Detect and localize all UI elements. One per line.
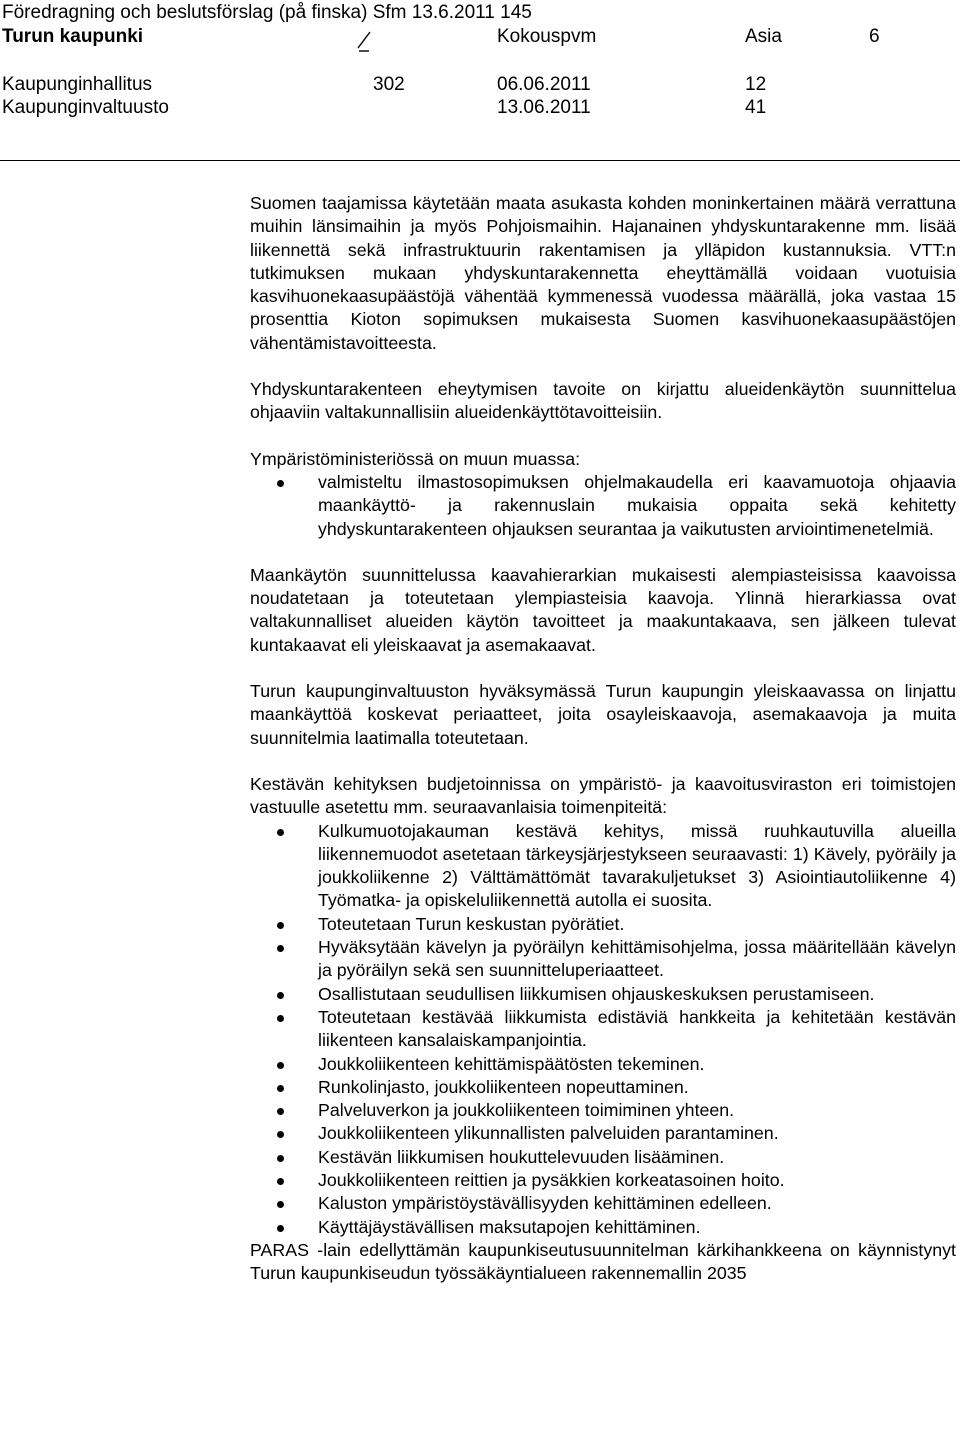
bullet-icon	[277, 945, 284, 952]
bullet-icon	[277, 1015, 284, 1022]
list-item: Kulkumuotojakauman kestävä kehitys, missä ruuhkautuvilla alueilla liikennemuodot asetetaan tärkeysjärjestykseen seuraavasti: 1) Kävely, pyöräily ja joukkoliikenne 2) Välttämättömät tavarakuljetukset 3) Asiointiautoliikenne 4) Työmatka- ja opiskeluliikennettä autolla ei suosita.	[250, 820, 956, 913]
list-item: Joukkoliikenteen reittien ja pysäkkien korkeatasoinen hoito.	[250, 1169, 956, 1192]
list-item: Toteutetaan Turun keskustan pyörätiet.	[250, 913, 956, 936]
meeting-body-name: Kaupunginvaltuusto	[2, 97, 169, 118]
bullet-icon	[277, 1131, 284, 1138]
header-divider	[0, 160, 960, 161]
meeting-date: 06.06.2011	[497, 74, 591, 95]
list-item: Joukkoliikenteen ylikunnallisten palveluiden parantaminen.	[250, 1122, 956, 1145]
meeting-date-label: Kokouspvm	[497, 26, 597, 47]
list-item: Palveluverkon ja joukkoliikenteen toimiminen yhteen.	[250, 1099, 956, 1122]
list-item: Runkolinjasto, joukkoliikenteen nopeuttaminen.	[250, 1076, 956, 1099]
bullet-icon	[277, 922, 284, 929]
bullet-list	[250, 471, 956, 541]
list-item: valmisteltu ilmastosopimuksen ohjelmakaudella eri kaavamuotoja ohjaavia maankäyttö- ja rakennuslain mukaisia oppaita sekä kehitetty yhdyskuntarakenteen ohjauksen seurantaa ja vaikutusten arviointimenetelmiä.	[250, 471, 956, 541]
list-item: Käyttäjäystävällisen maksutapojen kehittäminen.	[250, 1216, 956, 1239]
list-item: Toteutetaan kestävää liikkumista edistäviä hankkeita ja kehitetään kestävän liikenteen kansalaiskampanjointia.	[250, 1006, 956, 1053]
bullet-icon	[277, 992, 284, 999]
list-item: Kaluston ympäristöystävällisyyden kehittäminen edelleen.	[250, 1192, 956, 1215]
bullet-icon	[277, 480, 284, 487]
list-item: Joukkoliikenteen kehittämispäätösten tekeminen.	[250, 1053, 956, 1076]
paragraph: PARAS -lain edellyttämän kaupunkiseutusuunnitelman kärkihankkeena on käynnistynyt Turun kaupunkiseudun työssäkäyntialueen rakennemallin 2035	[250, 1239, 956, 1284]
bullet-icon	[277, 1062, 284, 1069]
section-sign-icon	[357, 28, 371, 52]
document-title: Föredragning och beslutsförslag (på finska) Sfm 13.6.2011 145	[2, 2, 532, 23]
bullet-icon	[277, 1155, 284, 1162]
meeting-date: 13.06.2011	[497, 97, 591, 118]
list-item: Osallistutaan seudullisen liikkumisen ohjauskeskuksen perustamiseen.	[250, 983, 956, 1006]
paragraph: Ympäristöministeriössä on muun muassa:	[250, 448, 581, 469]
paragraph: Suomen taajamissa käytetään maata asukasta kohden moninkertainen määrä verrattuna muihin länsimaihin ja myös Pohjoismaihin. Hajanainen yhdyskuntarakenne mm. lisää liikennettä sekä infrastruktuurin rakentamisen ja ylläpidon kustannuksia. VTT:n tutkimuksen mukaan yhdyskuntarakennetta eheyttämällä voidaan vuotuisia kasvihuonekaasupäästöjä vähentää kymmenessä vuodessa määrällä, joka vastaa 15 prosenttia Kioton sopimuksen mukaisesta Suomen kasvihuonekaasupäästöjen vähentämistavoitteesta.	[250, 193, 956, 353]
paragraph: Maankäytön suunnittelussa kaavahierarkian mukaisesti alempiasteisissa kaavoissa noudatetaan ja toteutetaan ylempiasteisia kaavoja. Ylinnä hierarkiassa ovat valtakunnalliset alueiden käytön tavoitteet ja maakuntakaava, sen jälkeen tulevat kuntakaavat eli yleiskaavat ja asemakaavat.	[250, 564, 956, 655]
asia-number: 6	[869, 26, 880, 47]
paragraph: Turun kaupunginvaltuuston hyväksymässä Turun kaupungin yleiskaavassa on linjattu maankäyttöä koskevat periaatteet, joita osayleiskaavoja, asemakaavoja ja muita suunnitelmia laatimalla toteutetaan.	[250, 681, 956, 748]
organization-name: Turun kaupunki	[2, 26, 144, 47]
item-number: 41	[745, 97, 767, 118]
item-number: 12	[745, 74, 767, 95]
paragraph: Kestävän kehityksen budjetoinnissa on ympäristö- ja kaavoitusviraston eri toimistojen vastuulle asetettu mm. seuraavanlaisia toimenpiteitä:	[250, 773, 956, 818]
meeting-number: 302	[373, 74, 405, 95]
list-item: Hyväksytään kävelyn ja pyöräilyn kehittämisohjelma, jossa määritellään kävelyn ja pyöräilyn sekä sen suunnitteluperiaatteet.	[250, 936, 956, 983]
bullet-icon	[277, 1085, 284, 1092]
bullet-list	[250, 820, 956, 1239]
bullet-icon	[277, 1178, 284, 1185]
list-item: Kestävän liikkumisen houkuttelevuuden lisääminen.	[250, 1146, 956, 1169]
paragraph: Yhdyskuntarakenteen eheytymisen tavoite on kirjattu alueidenkäytön suunnittelua ohjaaviin valtakunnallisiin alueidenkäyttötavoitteisiin.	[250, 379, 956, 423]
asia-label: Asia	[745, 26, 782, 47]
bullet-icon	[277, 829, 284, 836]
document-body	[250, 192, 956, 1285]
bullet-icon	[277, 1201, 284, 1208]
bullet-icon	[277, 1108, 284, 1115]
meeting-body-name: Kaupunginhallitus	[2, 74, 153, 95]
bullet-icon	[277, 1225, 284, 1232]
